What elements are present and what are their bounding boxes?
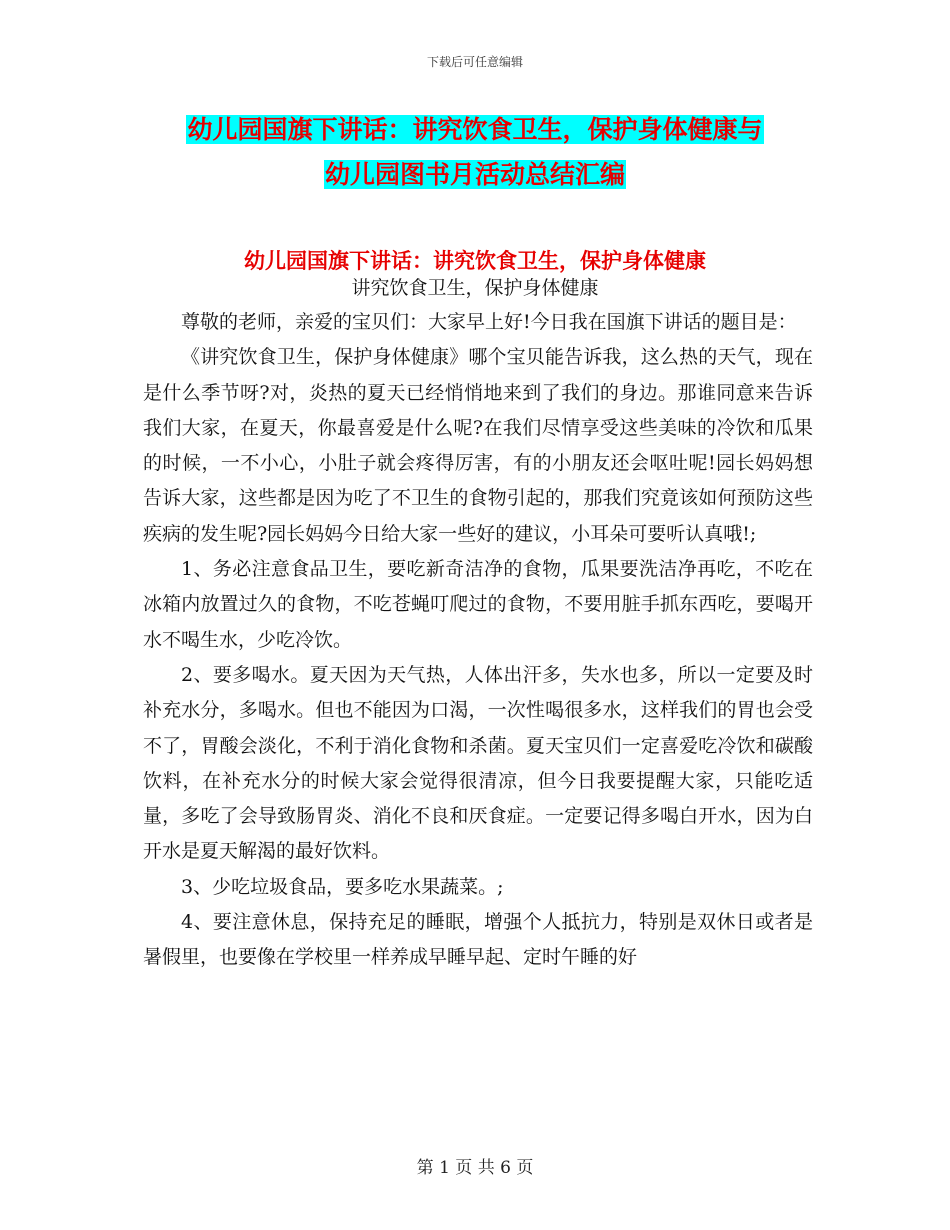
paragraph: 尊敬的老师，亲爱的宝贝们：大家早上好!今日我在国旗下讲话的题目是： [181, 311, 797, 333]
title-highlight-1: 幼儿园国旗下讲话：讲究饮食卫生，保护身体健康与 [187, 115, 763, 144]
page-indicator: 第 1 页 共 6 页 [416, 1158, 534, 1178]
paragraph: 4、要注意休息，保持充足的睡眠，增强个人抵抗力，特别是双休日或者是暑假里，也要像在学校里一样养成早睡早起、定时午睡的好 [143, 911, 813, 969]
paragraph: 3、少吃垃圾食品，要多吃水果蔬菜。; [181, 875, 504, 898]
body-text [143, 305, 813, 976]
section-subtitle: 讲究饮食卫生，保护身体健康 [351, 277, 599, 299]
document-title-line-1 [0, 111, 950, 149]
paragraph: 2、要多喝水。夏天因为天气热，人体出汗多，失水也多，所以一定要及时补充水分，多喝水。但也不能因为口渴，一次性喝很多水，这样我们的胃也会受不了，胃酸会淡化，不利于消化食物和杀菌。夏天宝贝们一定喜爱吃冷饮和碳酸饮料，在补充水分的时候大家会觉得很清凉，但今日我要提醒大家，只能吃适量，多吃了会导致肠胃炎、消化不良和厌食症。一定要记得多喝白开水，因为白开水是夏天解渴的最好饮料。 [143, 663, 813, 863]
header-note: 下载后可任意编辑 [426, 55, 523, 69]
section-heading: 幼儿园国旗下讲话：讲究饮食卫生，保护身体健康 [244, 249, 706, 273]
document-title-line-2 [0, 156, 950, 194]
paragraph: 1、务必注意食品卫生，要吃新奇洁净的食物，瓜果要洗洁净再吃，不吃在冰箱内放置过久的食物，不吃苍蝇叮爬过的食物，不要用脏手抓东西吃，要喝开水不喝生水，少吃冷饮。 [143, 558, 813, 651]
title-highlight-2: 幼儿园图书月活动总结汇编 [324, 160, 625, 189]
paragraph: 《讲究饮食卫生，保护身体健康》哪个宝贝能告诉我，这么热的天气，现在是什么季节呀?对，炎热的夏天已经悄悄地来到了我们的身边。那谁同意来告诉我们大家，在夏天，你最喜爱是什么呢?在我们尽情享受这些美味的冷饮和瓜果的时候，一不小心，小肚子就会疼得厉害，有的小朋友还会呕吐呢!园长妈妈想告诉大家，这些都是因为吃了不卫生的食物引起的，那我们究竟该如何预防这些疾病的发生呢?园长妈妈今日给大家一些好的建议，小耳朵可要听认真哦!; [143, 346, 813, 545]
